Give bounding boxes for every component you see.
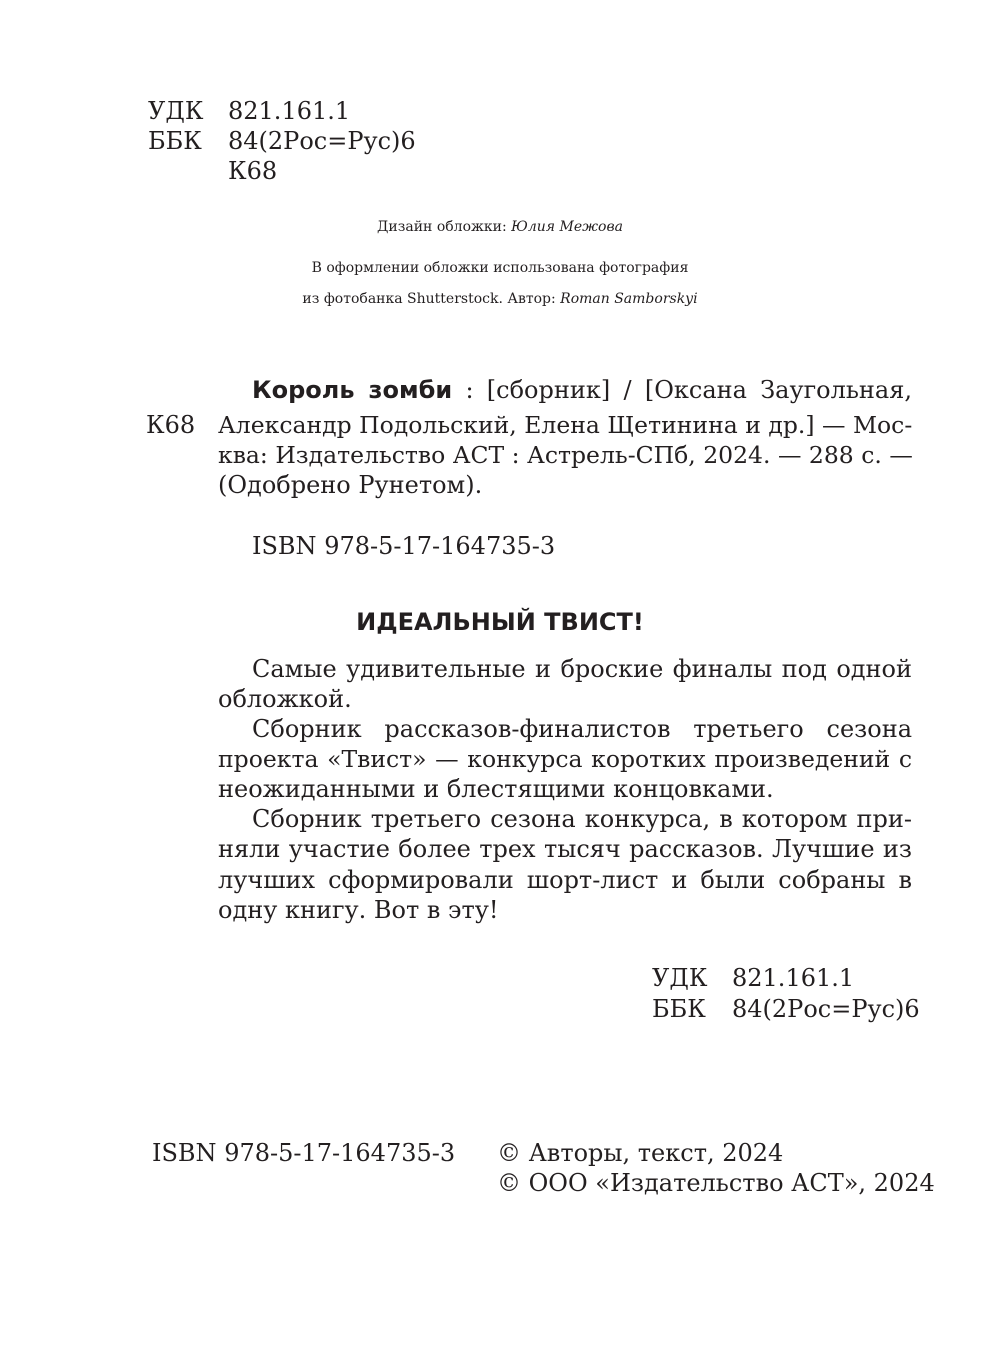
bib-isbn: ISBN 978-5-17-164735-3	[252, 532, 556, 560]
photo-credit-line1: В оформлении обложки использована фотография	[311, 260, 689, 276]
udk-value: 821.161.1	[228, 97, 351, 125]
design-name: Юлия Межова	[511, 219, 623, 235]
annotation-p2-line2: проекта «Твист» — конкурса коротких произведений с	[218, 745, 912, 773]
bbk-value: 84(2Рос=Рус)6	[228, 127, 416, 155]
bib-line-3: ква: Издательство АСТ : Астрель-СПб, 2024. — 288 с. —	[218, 441, 913, 469]
bbk-label: ББК	[148, 127, 202, 155]
author-mark: К68	[228, 157, 278, 185]
book-title: Король зомби	[252, 376, 453, 404]
design-label: Дизайн обложки:	[377, 219, 507, 235]
bib-line-4: (Одобрено Рунетом).	[218, 471, 483, 499]
annotation-p3-line2: няли участие более трех тысяч рассказов. Лучшие из	[218, 835, 912, 863]
bib-line-1	[252, 374, 912, 406]
bib-line-1-rest: : [сборник] / [Оксана Заугольная,	[465, 376, 912, 404]
annotation-heading: ИДЕАЛЬНЫЙ ТВИСТ!	[356, 608, 644, 636]
annotation-p3-line4: одну книгу. Вот в эту!	[218, 896, 499, 924]
udk-label: УДК	[148, 97, 204, 125]
copyright-publisher: © ООО «Издательство АСТ», 2024	[497, 1169, 935, 1197]
annotation-p2-line3: неожиданными и блестящими концовками.	[218, 775, 774, 803]
annotation-p2-line1: Сборник рассказов-финалистов третьего сезона	[252, 715, 912, 743]
bbk-value-bottom: 84(2Рос=Рус)6	[732, 995, 920, 1023]
photo-credit-line2	[0, 283, 1000, 315]
udk-value-bottom: 821.161.1	[732, 964, 855, 992]
bib-line-2: Александр Подольский, Елена Щетинина и др.] — Мос-	[218, 411, 913, 439]
design-credit	[0, 211, 1000, 243]
photo-author: Roman Samborskyi	[560, 291, 698, 307]
annotation-p3-line3: лучших сформировали шорт-лист и были собраны в	[218, 866, 912, 894]
bbk-label-bottom: ББК	[652, 995, 706, 1023]
copyright-authors: © Авторы, текст, 2024	[497, 1139, 784, 1167]
footer-isbn: ISBN 978-5-17-164735-3	[152, 1139, 456, 1167]
bib-author-mark: К68	[146, 411, 196, 439]
udk-label-bottom: УДК	[652, 964, 708, 992]
photo-credit-prefix: из фотобанка Shutterstock. Автор:	[302, 291, 556, 307]
annotation-p3-line1: Сборник третьего сезона конкурса, в котором при-	[252, 805, 912, 833]
annotation-p1-line1: Самые удивительные и броские финалы под одной	[252, 655, 912, 683]
annotation-p1-line2: обложкой.	[218, 685, 352, 713]
